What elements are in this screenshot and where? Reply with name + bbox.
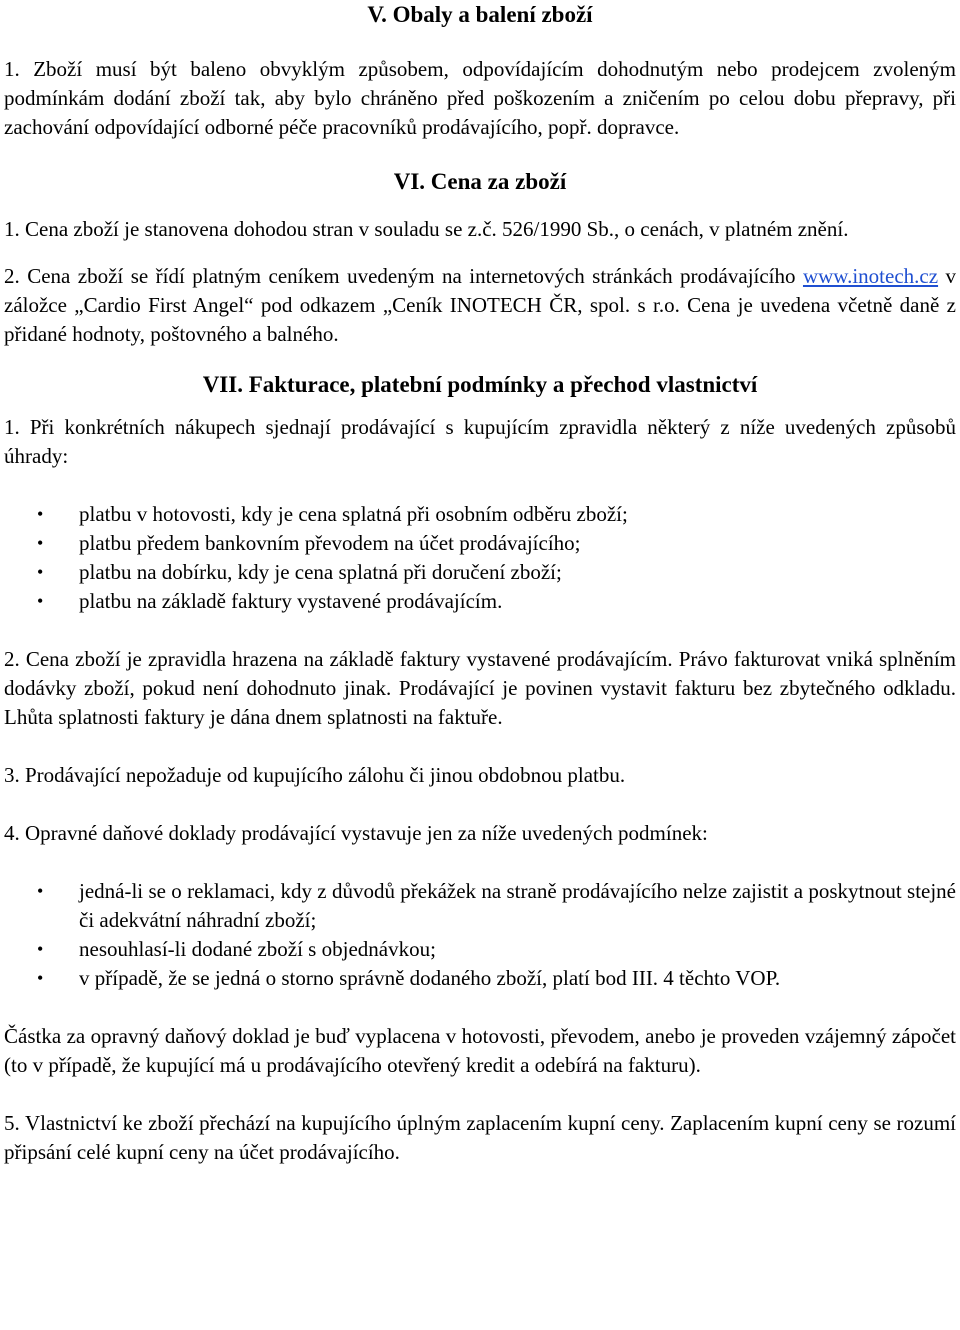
inotech-website-link[interactable]: www.inotech.cz [802, 264, 939, 288]
list-item: • v případě, že se jedná o storno správně dodaného zboží, platí bod III. 4 těchto VOP. [4, 964, 956, 993]
bullet-icon: • [37, 591, 44, 611]
paragraph-price-agreement: 1. Cena zboží je stanovena dohodou stran v souladu se z.č. 526/1990 Sb., o cenách, v platném znění. [4, 217, 849, 241]
price-list-text-start: 2. Cena zboží se řídí platným ceníkem uvedeným na internetových stránkách prodávajícího [4, 264, 803, 288]
payment-methods-list [4, 500, 956, 616]
paragraph-packaging: 1. Zboží musí být baleno obvyklým způsobem, odpovídajícím dohodnutým nebo prodejcem zvoleným podmínkám dodání zboží tak, aby bylo chráněno před poškozením a zničením po celou dobu přepravy, při zachování odpovídající odborné péče pracovníků prodávajícího, popř. dopravce. [4, 57, 956, 139]
price-list-text-end: v záložce „Cardio First Angel“ pod odkazem „Ceník INOTECH ČR, spol. s r.o. Cena je uvedena včetně daně z přidané hodnoty, poštovného a balného. [4, 264, 957, 346]
correction-conditions-list [4, 877, 956, 993]
bullet-icon: • [37, 968, 44, 988]
list-item: • platbu na dobírku, kdy je cena splatná při doručení zboží; [4, 558, 956, 587]
paragraph-price-list [4, 262, 956, 349]
bullet-icon: • [37, 881, 44, 901]
list-item: • jedná-li se o reklamaci, kdy z důvodů překážek na straně prodávajícího nelze zajistit a poskytnout stejné či adekvátní náhradní zboží; [37, 879, 956, 932]
list-item: • platbu v hotovosti, kdy je cena splatná při osobním odběru zboží; [4, 500, 956, 529]
list-item: • platbu na základě faktury vystavené prodávajícím. [4, 587, 956, 616]
section-heading-fakturace: VII. Fakturace, platební podmínky a přechod vlastnictví [202, 372, 758, 397]
paragraph-payment-methods-intro: 1. Při konkrétních nákupech sjednají prodávající s kupujícím zpravidla některý z níže uvedených způsobů úhrady: [4, 415, 956, 468]
paragraph-correction-amount: Částka za opravný daňový doklad je buď vyplacena v hotovosti, převodem, anebo je proveden vzájemný zápočet (to v případě, že kupující má u prodávajícího otevřený kredit a odebírá na fakturu). [4, 1024, 956, 1077]
section-heading-obaly: V. Obaly a balení zboží [367, 2, 593, 27]
list-item: • platbu předem bankovním převodem na účet prodávajícího; [4, 529, 956, 558]
paragraph-invoice-payment: 2. Cena zboží je zpravidla hrazena na základě faktury vystavené prodávajícím. Právo fakturovat vniká splněním dodávky zboží, pokud není dohodnuto jinak. Prodávající je povinen vystavit fakturu bez zbytečného odkladu. Lhůta splatnosti faktury je dána dnem splatnosti na faktuře. [4, 647, 956, 729]
paragraph-correction-documents: 4. Opravné daňové doklady prodávající vystavuje jen za níže uvedených podmínek: [4, 821, 708, 845]
bullet-icon: • [37, 504, 44, 524]
section-heading-cena: VI. Cena za zboží [393, 169, 567, 194]
list-item: • nesouhlasí-li dodané zboží s objednávkou; [4, 935, 956, 964]
paragraph-no-deposit: 3. Prodávající nepožaduje od kupujícího zálohu či jinou obdobnou platbu. [4, 763, 626, 787]
paragraph-ownership-transfer: 5. Vlastnictví ke zboží přechází na kupujícího úplným zaplacením kupní ceny. Zaplacením kupní ceny se rozumí připsání celé kupní ceny na účet prodávajícího. [4, 1111, 956, 1164]
bullet-icon: • [37, 562, 44, 582]
bullet-icon: • [37, 533, 44, 553]
bullet-icon: • [37, 939, 44, 959]
